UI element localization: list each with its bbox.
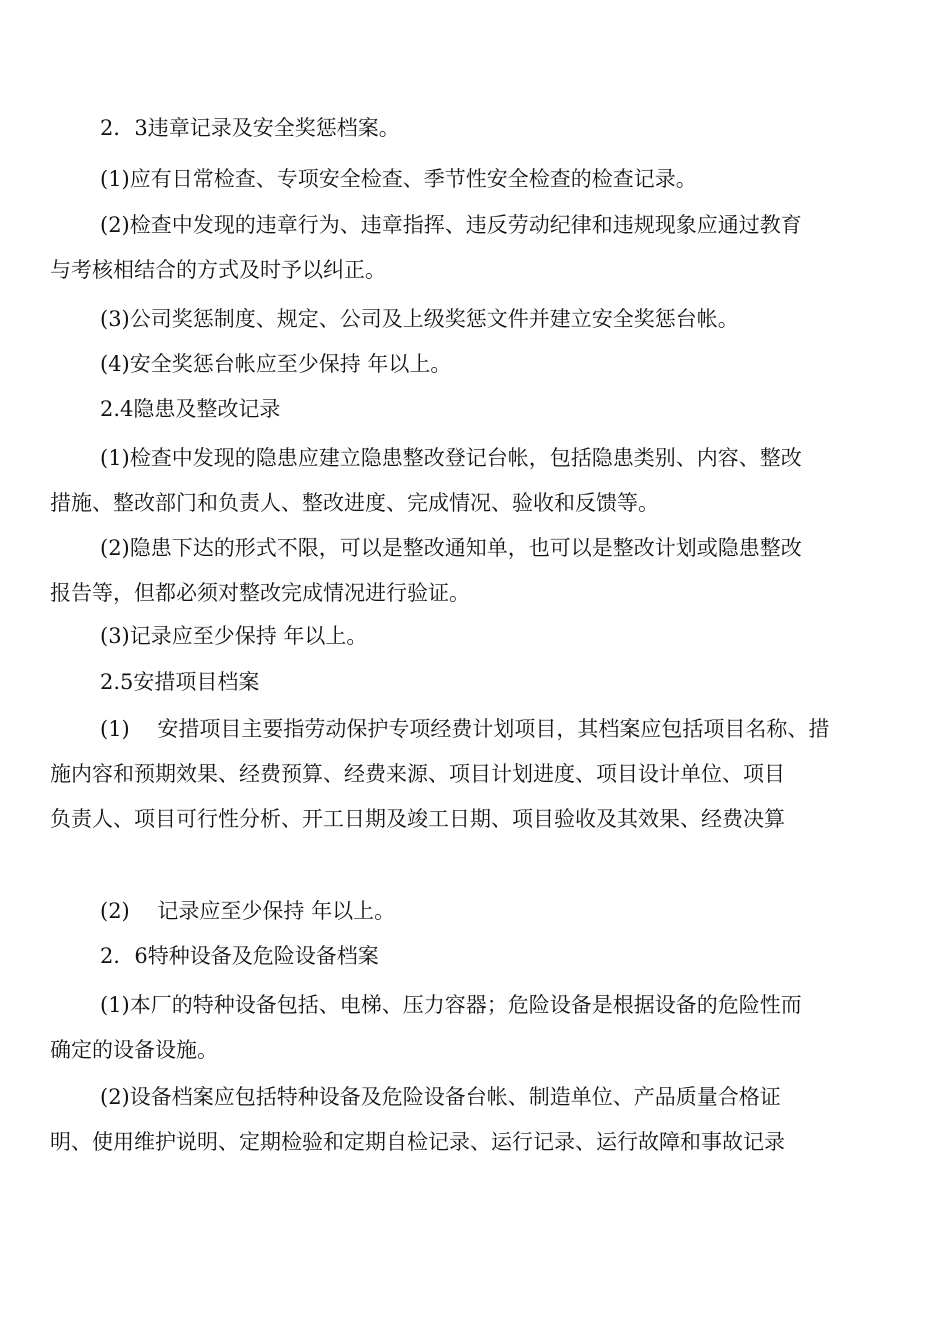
paragraph-2-5-heading xyxy=(50,660,895,705)
text-line: 2．6特种设备及危险设备档案 xyxy=(100,944,379,968)
paragraph-2-6-heading xyxy=(50,934,895,979)
paragraph-2-3-item-1 xyxy=(50,157,895,202)
text-line: (1)检查中发现的隐患应建立隐患整改登记台帐，包括隐患类别、内容、整改 xyxy=(100,446,802,470)
paragraph-2-4-item-2 xyxy=(50,526,895,616)
text-line: 2.5安措项目档案 xyxy=(100,670,260,694)
text-line: 2.4隐患及整改记录 xyxy=(100,397,281,421)
text-line: 负责人、项目可行性分析、开工日期及竣工日期、项目验收及其效果、经费决算 xyxy=(50,807,785,831)
text-line: 措施、整改部门和负责人、整改进度、完成情况、验收和反馈等。 xyxy=(50,491,659,515)
text-line: (2)检查中发现的违章行为、违章指挥、违反劳动纪律和违规现象应通过教育 xyxy=(100,213,802,237)
text-line: (2)设备档案应包括特种设备及危险设备台帐、制造单位、产品质量合格证 xyxy=(100,1085,781,1109)
text-line: 明、使用维护说明、定期检验和定期自检记录、运行记录、运行故障和事故记录 xyxy=(50,1130,785,1154)
paragraph-2-3-item-2 xyxy=(50,203,895,293)
text-line: 报告等，但都必须对整改完成情况进行验证。 xyxy=(50,581,470,605)
paragraph-2-5-item-2 xyxy=(50,889,895,934)
paragraph-2-6-item-2 xyxy=(50,1075,895,1165)
paragraph-2-3-item-4 xyxy=(50,342,895,387)
text-line: (1) 安措项目主要指劳动保护专项经费计划项目，其档案应包括项目名称、措 xyxy=(100,717,830,741)
text-line: (3)公司奖惩制度、规定、公司及上级奖惩文件并建立安全奖惩台帐。 xyxy=(100,307,739,331)
text-line: 施内容和预期效果、经费预算、经费来源、项目计划进度、项目设计单位、项目 xyxy=(50,762,785,786)
text-line: 确定的设备设施。 xyxy=(50,1038,218,1062)
text-line: (2)隐患下达的形式不限，可以是整改通知单，也可以是整改计划或隐患整改 xyxy=(100,536,802,560)
text-line: 与考核相结合的方式及时予以纠正。 xyxy=(50,258,386,282)
paragraph-2-4-item-3 xyxy=(50,614,895,659)
text-line: (4)安全奖惩台帐应至少保持 年以上。 xyxy=(100,352,452,376)
paragraph-2-6-item-1 xyxy=(50,983,895,1073)
text-line: (1)本厂的特种设备包括、电梯、压力容器；危险设备是根据设备的危险性而 xyxy=(100,993,802,1017)
paragraph-2-4-heading xyxy=(50,387,895,432)
paragraph-2-4-item-1 xyxy=(50,436,895,526)
paragraph-2-3-heading xyxy=(50,106,895,151)
paragraph-2-5-item-1 xyxy=(50,707,895,842)
text-line: (1)应有日常检查、专项安全检查、季节性安全检查的检查记录。 xyxy=(100,167,697,191)
text-line: 2．3违章记录及安全奖惩档案。 xyxy=(100,116,400,140)
text-line: (3)记录应至少保持 年以上。 xyxy=(100,624,368,648)
paragraph-2-3-item-3 xyxy=(50,297,895,342)
text-line: (2) 记录应至少保持 年以上。 xyxy=(100,899,396,923)
